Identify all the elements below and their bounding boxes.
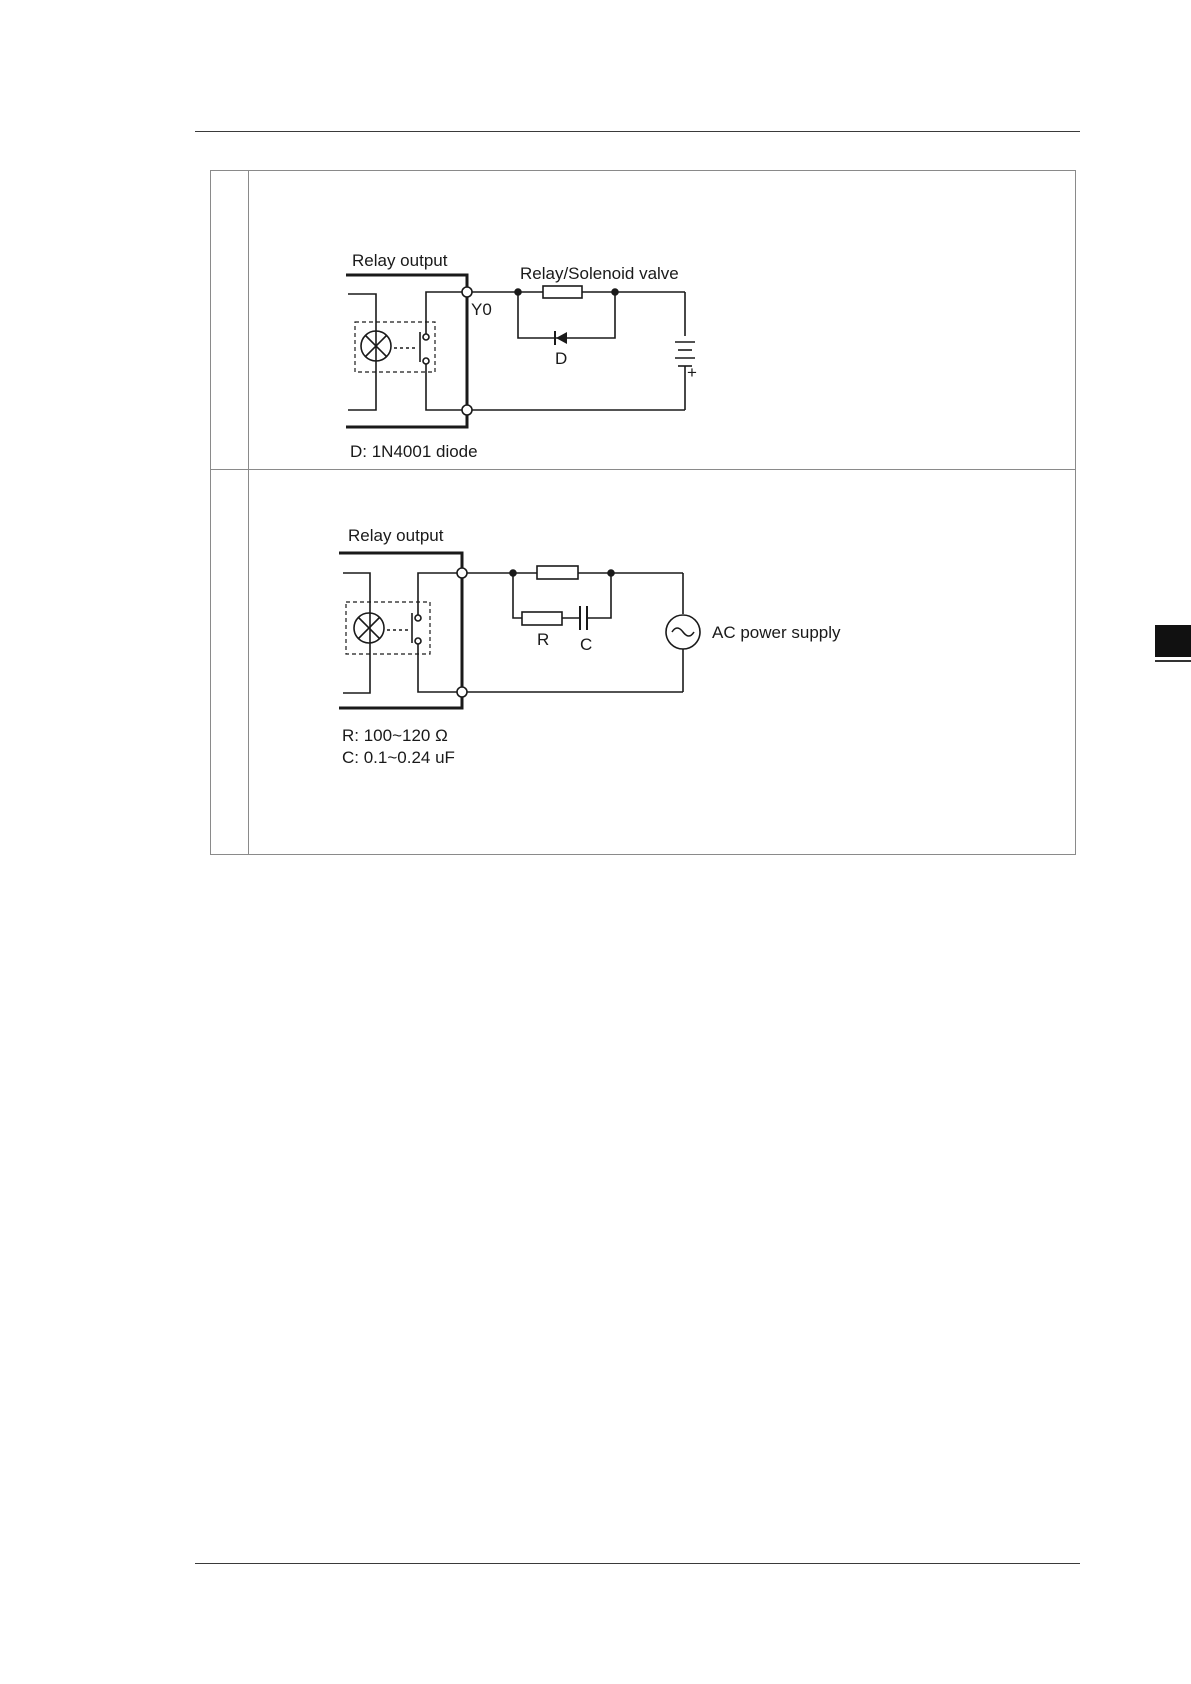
coil-bracket-2 bbox=[343, 573, 370, 693]
diode-label: D bbox=[555, 349, 568, 368]
diagram-ac-rc bbox=[339, 553, 700, 708]
ac-source-label: AC power supply bbox=[712, 623, 841, 642]
diagram-dc-diode bbox=[346, 275, 695, 427]
load-label: Relay/Solenoid valve bbox=[520, 264, 679, 283]
r-label: R bbox=[537, 630, 550, 649]
relay-module-frame bbox=[346, 275, 467, 427]
load-resistor bbox=[543, 286, 582, 298]
c-label: C bbox=[580, 635, 593, 654]
relay-dashed-box bbox=[355, 322, 435, 372]
terminal-y0 bbox=[462, 287, 472, 297]
terminal-com bbox=[462, 405, 472, 415]
snubber-resistor bbox=[522, 612, 562, 625]
relay-output-label-2: Relay output bbox=[348, 526, 444, 545]
diode-icon bbox=[556, 332, 567, 344]
terminal-bottom-2 bbox=[457, 687, 467, 697]
relay-output-label: Relay output bbox=[352, 251, 448, 270]
r-note: R: 100~120 Ω bbox=[342, 726, 448, 745]
c-note: C: 0.1~0.24 uF bbox=[342, 748, 455, 767]
battery-plus-label: + bbox=[687, 363, 697, 382]
terminal-label: Y0 bbox=[471, 300, 492, 319]
footer-rule bbox=[195, 1563, 1080, 1564]
load-resistor-2 bbox=[537, 566, 578, 579]
terminal-top-2 bbox=[457, 568, 467, 578]
diode-note: D: 1N4001 diode bbox=[350, 442, 478, 461]
